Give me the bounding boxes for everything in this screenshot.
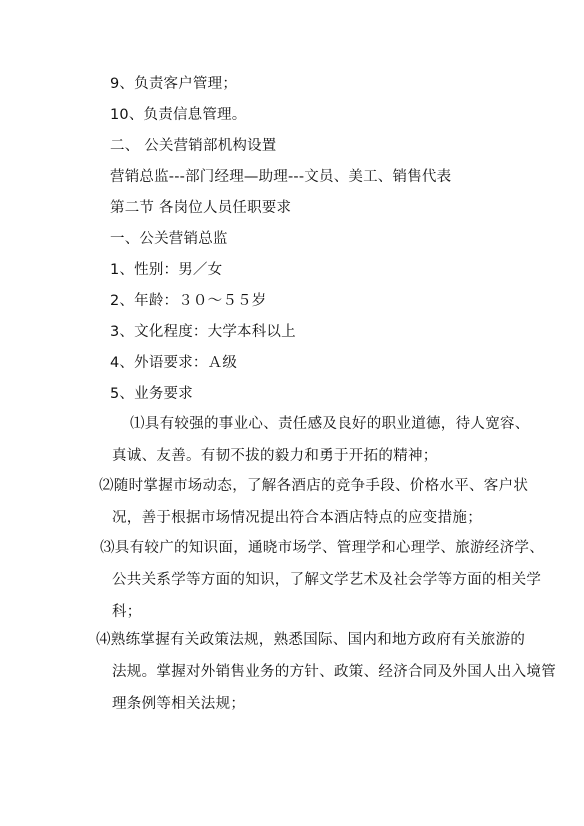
- paragraph-line: ⑶具有较广的知识面，通晓市场学、管理学和心理学、旅游经济学、: [100, 540, 544, 556]
- item-information-management: 10、负责信息管理。: [110, 107, 247, 123]
- paragraph-line: 理条例等相关法规；: [112, 696, 246, 712]
- requirement-language: 4、外语要求：Ａ级: [110, 355, 238, 371]
- paragraph-line: ⑷熟练掌握有关政策法规，熟悉国际、国内和地方政府有关旅游的: [96, 632, 526, 648]
- section-heading-structure: 二、 公关营销部机构设置: [110, 138, 277, 154]
- item-customer-management: 9、负责客户管理；: [110, 76, 238, 92]
- business-requirement-4: [96, 630, 556, 726]
- section-heading-requirements: 第二节 各岗位人员任职要求: [110, 200, 292, 216]
- paragraph-line: ⑴具有较强的事业心、责任感及良好的职业道德，待人宽容、: [130, 416, 530, 432]
- paragraph-line: 科；: [112, 604, 142, 620]
- paragraph-line: 法规。掌握对外销售业务的方针、政策、经济合同及外国人出入境管: [112, 664, 556, 680]
- paragraph-line: 真诚、友善。有韧不拔的毅力和勇于开拓的精神；: [112, 448, 438, 464]
- requirement-gender: 1、性别：男／女: [110, 262, 223, 278]
- requirement-age: 2、年龄：３０～５５岁: [110, 293, 267, 309]
- subheading-director: 一、公关营销总监: [110, 231, 228, 247]
- business-requirement-1: [112, 414, 530, 478]
- requirement-business: 5、业务要求: [110, 386, 193, 402]
- paragraph-line: 况，善于根据市场情况提出符合本酒店特点的应变措施；: [112, 510, 482, 526]
- business-requirement-2: [99, 476, 528, 540]
- requirement-education: 3、文化程度：大学本科以上: [110, 324, 296, 340]
- business-requirement-3: [100, 538, 544, 634]
- org-chain: 营销总监---部门经理—助理---文员、美工、销售代表: [110, 169, 452, 185]
- paragraph-line: ⑵随时掌握市场动态，了解各酒店的竞争手段、价格水平、客户状: [99, 478, 529, 494]
- paragraph-line: 公共关系学等方面的知识，了解文学艺术及社会学等方面的相关学: [112, 572, 542, 588]
